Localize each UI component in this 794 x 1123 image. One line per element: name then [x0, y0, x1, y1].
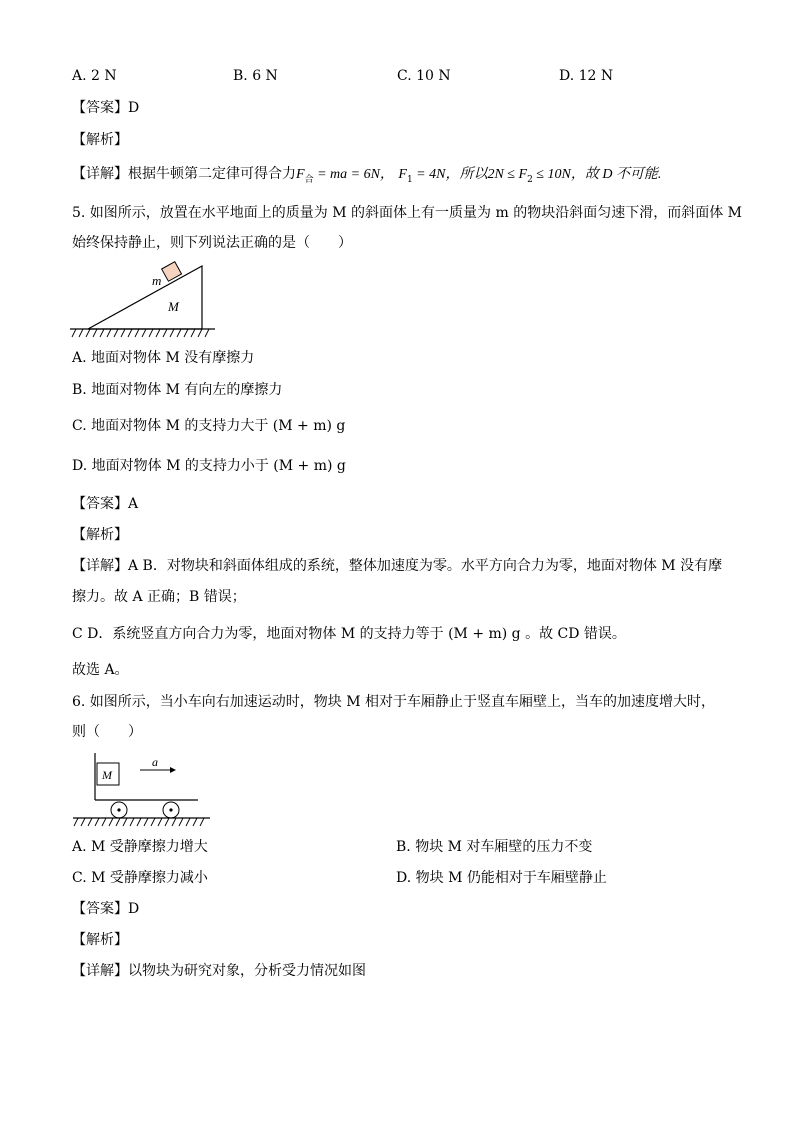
q5-stem-line-2: 始终保持静止，则下列说法正确的是（ ）: [72, 235, 352, 251]
q6-option-a: A. M 受静摩擦力增大: [72, 839, 208, 855]
label-a: a: [152, 755, 158, 769]
answer-value: D: [128, 100, 140, 116]
answer-label: 【答案】: [72, 100, 128, 116]
force-symbol: F: [518, 167, 528, 182]
force-subscript: 1: [406, 174, 413, 185]
force-subscript: 2: [527, 174, 533, 185]
q5-incline-figure: [70, 258, 220, 340]
q6-analysis-label: 【解析】: [72, 932, 128, 948]
q6-stem-line-1: 6. 如图所示，当小车向右加速运动时，物块 M 相对于车厢静止于竖直车厢壁上，当车的加速度增大时，: [72, 694, 716, 710]
q5-answer: [72, 494, 138, 514]
equation-2: = 4N，所以: [412, 167, 488, 182]
q6-option-c: C. M 受静摩擦力减小: [72, 870, 208, 886]
equation-1: = ma = 6N，: [313, 167, 394, 182]
q5-option-c: C. 地面对物体 M 的支持力大于 (M + m) g: [72, 418, 346, 434]
incline-wedge: [88, 266, 202, 329]
answer-label: 【答案】: [72, 901, 128, 917]
q5-stem-line-1: 5. 如图所示，放置在水平地面上的质量为 M 的斜面体上有一质量为 m 的物块沿斜面匀速下滑，而斜面体 M: [72, 205, 743, 221]
q6-option-d: D. 物块 M 仍能相对于车厢壁静止: [396, 870, 607, 886]
q5-option-b: B. 地面对物体 M 有向左的摩擦力: [72, 382, 283, 398]
q5-detail-line-2: 擦力。故 A 正确；B 错误；: [72, 589, 246, 605]
q6-option-b: B. 物块 M 对车厢壁的压力不变: [396, 839, 593, 855]
q6-cart-figure: [70, 748, 220, 828]
q4-option-d: D. 12 N: [559, 68, 614, 84]
force-symbol: F: [398, 167, 407, 182]
answer-value: A: [128, 496, 139, 512]
q5-detail-line-3: C D．系统竖直方向合力为零，地面对物体 M 的支持力等于 (M + m) g 。故 CD 错误。: [72, 626, 626, 642]
q5-option-d: D. 地面对物体 M 的支持力小于 (M + m) g: [72, 458, 346, 474]
q4-detail: [72, 164, 661, 190]
detail-text: 根据牛顿第二定律可得合力: [128, 166, 296, 182]
q4-option-b: B. 6 N: [233, 68, 278, 84]
q5-analysis-label: 【解析】: [72, 527, 128, 543]
label-m: m: [152, 273, 162, 288]
answer-value: D: [128, 901, 140, 917]
force-subscript: 合: [304, 174, 314, 185]
q5-option-a: A. 地面对物体 M 没有摩擦力: [72, 350, 255, 366]
detail-label: 【详解】: [72, 166, 128, 182]
inequality-left: 2N ≤: [487, 167, 519, 182]
q4-answer: [72, 98, 139, 118]
force-symbol: F: [296, 167, 305, 182]
label-M: M: [168, 299, 179, 314]
label-M: M: [102, 768, 112, 782]
answer-label: 【答案】: [72, 496, 128, 512]
q6-answer: [72, 899, 139, 919]
q4-analysis-label: 【解析】: [72, 132, 128, 148]
q6-detail-line-1: 【详解】以物块为研究对象，分析受力情况如图: [72, 963, 366, 979]
q6-stem-line-2: 则（ ）: [72, 724, 142, 740]
q4-option-a: A. 2 N: [72, 68, 117, 84]
q4-option-c: C. 10 N: [397, 68, 451, 84]
q5-detail-line-1: 【详解】A B．对物块和斜面体组成的系统，整体加速度为零。水平方向合力为零，地面对物体 M 没有摩: [72, 558, 723, 574]
inequality-right: ≤ 10N，故 D 不可能.: [532, 167, 662, 182]
q5-detail-line-4: 故选 A。: [72, 662, 129, 678]
